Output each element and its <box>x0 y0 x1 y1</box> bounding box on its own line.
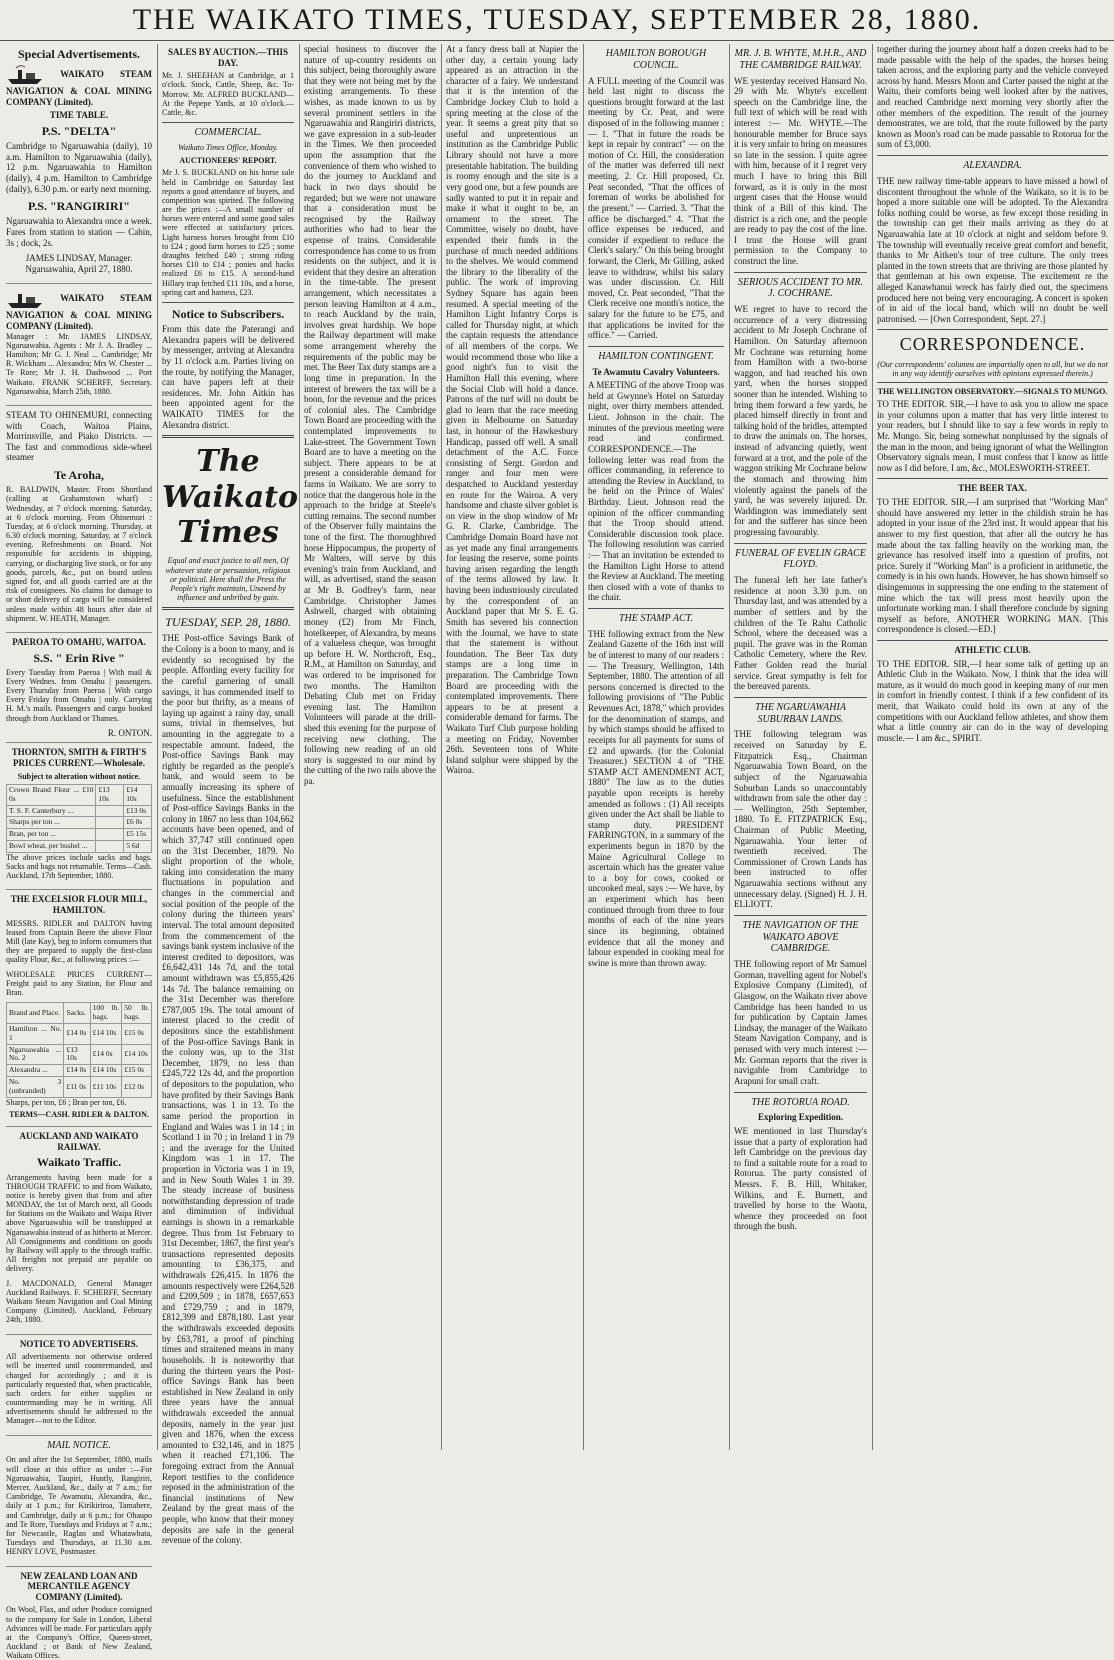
excelsior-heading: THE EXCELSIOR FLOUR MILL, HAMILTON. <box>6 894 152 915</box>
table-cell: Alexandra ... <box>7 1065 64 1077</box>
paeroa-advert <box>6 637 152 744</box>
table-cell <box>96 805 124 817</box>
railway-advert <box>6 1131 152 1334</box>
accident-text: WE regret to have to record the occurrence of a very distressing accident to Mr Joseph Cochrane of Hamilton. On Saturday afternoon Mr Cochrane was returning home from Hamilton with a two-horse waggon, and had reached his own yard, when the horses stopped sooner than he intended. Wishing to bring them forward a few yards, he placed himself directly in front and talking hold of the bridles, attempted to draw the animals on. The horses, instead of advancing quietly, went forward at a trot, and the pole of the waggon striking Mr Cochrane below the stomach and throwing him violently against the panels of the yard, he was severely injured. Dr. Waddington was immediately sent for and the sufferer has since been progressing favourably. <box>734 304 867 537</box>
table-cell: £13 10s <box>96 784 124 805</box>
alexandra-heading: ALEXANDRA. <box>877 160 1108 172</box>
steamer-icon <box>6 64 44 86</box>
brand-price-table <box>6 1002 152 1098</box>
nameplate: The Waikato Times <box>162 444 294 550</box>
dateline: TUESDAY, SEP. 28, 1880. <box>162 615 294 629</box>
table-cell: Sharps per ton ... <box>7 817 96 829</box>
funeral-text: The funeral left her late father's residence at noon 3.30 p.m. on Thursday last, and was attended by a number of settlers and by the children of the Te Rahu Catholic School, where the deceased was a pupil. The grave was in the Roman Catholic Cemetery, where the Rev. Father Golden read the burial service. Great sympathy is felt for the bereaved parents. <box>734 575 867 692</box>
column-4 <box>446 44 578 1450</box>
table-cell: £15 0s <box>122 1023 152 1044</box>
wholesale-text: WHOLESALE PRICES CURRENT— Freight paid to any Station, for Flour and Bran. <box>6 970 152 998</box>
table-cell: £14 0s <box>64 1023 90 1044</box>
rangiriri-schedule: Ngaruawahia to Alexandra once a week. Fares from station to station — Cabin, 3s ; dock, 2s. <box>6 216 152 248</box>
column-rule <box>157 44 158 1450</box>
table-cell <box>96 817 124 829</box>
observatory-heading: THE WELLINGTON OBSERVATORY.—SIGNALS TO MUNGO. <box>877 387 1108 396</box>
column-rule <box>583 44 584 1450</box>
borough-council-heading: HAMILTON BOROUGH COUNCIL. <box>588 48 724 72</box>
table-row <box>7 817 152 829</box>
table-cell: £13 10s <box>64 1044 90 1065</box>
nz-loan-heading: NEW ZEALAND LOAN AND MERCANTILE AGENCY COMPANY (Limited). <box>6 1571 152 1603</box>
table-cell: Sacks. <box>64 1003 90 1024</box>
erin-schedule: Every Tuesday from Paeroa | With mail & Every Wednes. from Omahu | passengers. Every Thursday from Paeroa | With cargo Every Friday from Omahu | only. Carrying H. M.'s mails. Passengers and cargo booked through from Auckland or Thames. <box>6 668 152 723</box>
mail-notice-heading: MAIL NOTICE. <box>6 1440 152 1452</box>
table-cell: 5 6d <box>124 841 152 853</box>
table-cell: Ngaruawahia ... No. 2 <box>7 1044 64 1065</box>
thornton-note: The above prices include sacks and bags. Sacks and bags not returnable. Terms—Cash. Auckland, 17th September, 1880. <box>6 853 152 881</box>
table-row <box>7 1003 152 1024</box>
table-row <box>7 1044 152 1065</box>
onton-signature: R. ONTON. <box>6 728 152 739</box>
te-aroha-heading: Te Aroha, <box>6 468 152 482</box>
exploring-text: WE mentioned in last Thursday's issue that a party of exploration had left Cambridge on the previous day to find a suitable route for a road to Rotorua. The party consisted of Messrs. F. B. Hill, Whitaker, Wilkins, and E. Burnett, and travelled by horse to the Waotu, whence they proceeded on foot through the bush. <box>734 1126 867 1232</box>
table-cell: 100 lb. bags. <box>90 1003 121 1024</box>
waikato-traffic-heading: Waikato Traffic. <box>6 1155 152 1169</box>
correspondence-note: (Our correspondents' columns are impartially open to all, but we do not in any way identify ourselves with opinions expressed therein.) <box>877 360 1108 378</box>
table-cell: £15 0s <box>122 1065 152 1077</box>
table-row <box>7 841 152 853</box>
ngaruawahia-lands-text: THE following telegram was received on Saturday by E. Fitzpatrick Esq., Chairman Ngaruawahia Town Board, on the subject of the Ngaruawahia Suburban Lands so unaccountably withdrawn from sale the other day :— Wellington, 25th September, 1880. To E. FITZPATRICK Esq., Chairman of Public Meeting, Ngaruawahia. Your letter of twentieth received. The Commissioner of Crown Lands has been instructed to offer Ngaruawahia sections without any unnecessary delay. (Signed) H. J. H. ELLIOTT. <box>734 729 867 909</box>
navigation-heading: THE NAVIGATION OF THE WAIKATO ABOVE CAMBRIDGE. <box>734 920 867 955</box>
column-1 <box>6 44 152 1450</box>
table-cell: Crown Brand Flour ... £10 0s <box>7 784 96 805</box>
table-cell: £11 0s <box>64 1077 90 1098</box>
whyte-heading: MR. J. B. WHYTE, M.H.R., AND THE CAMBRIDGE RAILWAY. <box>734 48 867 72</box>
wsn-title-2: WAIKATO STEAM NAVIGATION & COAL MINING COMPANY (Limited). <box>6 293 152 331</box>
exploring-heading: Exploring Expedition. <box>734 1112 867 1123</box>
auction-report: Mr J. S. BUCKLAND on his horse sale held in Cambridge on Saturday last reports a good attendance of buyers, and competition was spirited. The following are the prices :—A small number of horses were entered and some good sales were effected at satisfactory prices. Light harness horses brought from £10 to £24 ; good farm horses to £25 ; some draughts fetched £40 ; strong riding horses £10 to £14 ; ponies and hacks realized £6 to £15. A second-hand Hillary trap fetched £11 10s, and a horse, spring cart and harness, £23. <box>162 168 294 297</box>
navigation-text: THE following report of Mr Samuel Gorman, travelling agent for Nobel's Explosive Company (Limited), of Glasgow, on the Waikato river above Cambridge has been handed to us for publication by Captain James Lindsay, the manager of the Waikato Steam Navigation Company, and is perused with very much interest :— Mr. Gorman reports that the river is navigable from Cambridge to Arapuni for small craft. <box>734 959 867 1086</box>
table-cell: £14 10s <box>122 1044 152 1065</box>
table-cell: Hamilton ... No. 1 <box>7 1023 64 1044</box>
table-cell: £14 0s <box>90 1044 121 1065</box>
beer-tax-heading: THE BEER TAX. <box>877 483 1108 494</box>
accident-heading: SERIOUS ACCIDENT TO MR. J. COCHRANE. <box>734 277 867 301</box>
lindsay-signature: JAMES LINDSAY, Manager. Ngaruawahia, April 27, 1880. <box>6 253 152 274</box>
column-7 <box>877 44 1108 1450</box>
macdonald-signature: J. MACDONALD, General Manager Auckland Railways. F. SCHERFF, Secretary Waikato Steam Navigation and Coal Mining Company (Limited). Auckland, February 24th, 1880. <box>6 1279 152 1325</box>
table-row <box>7 1065 152 1077</box>
flour-price-table <box>6 784 152 853</box>
thornton-heading: THORNTON, SMITH & FIRTH'S PRICES CURRENT.—Wholesale. <box>6 747 152 768</box>
commercial-heading: COMMERCIAL. <box>162 127 294 139</box>
traffic-text: Arrangements having been made for a THROUGH TRAFFIC to and from Waikato, notice is hereby given that from and after MONDAY, the 1st of March next, all Goods for Stations on the Waikato and Waipa River above Ngaruawahia will be transhipped at Ngaruawahia instead of as hitherto at Mercer. All Consignments and conditions on goods by Railway will apply to the through traffic. All freights not prepaid are payable on delivery. <box>6 1173 152 1274</box>
steam-ohinemuri: STEAM TO OHINEMURI, connecting with Coach, Waitoa Plains, Morrinsville, and Piako Districts. — The fast and commodious side-wheel steamer <box>6 410 152 463</box>
notice-advertisers-text: All advertisements not otherwise ordered will be inserted until countermanded, and charged for accordingly ; and it is particularly requested that, when practicable, such orders for either supplies or countermanding may be in writing. All advertisements should be addressed to the Manager—not to the Editor. <box>6 1352 152 1426</box>
stamp-act-text: THE following extract from the New Zealand Gazette of the 16th inst will be of interest to many of our readers :— The Treasury, Wellington, 14th September, 1880. The attention of all persons concerned is directed to the following provisions of "The Public Revenues Act, 1878," which provides for the denomination of stamps, and by which stamps should be affixed to receipts for all payments for sums of £2 and upwards. (for the Colonial Treasurer.) SECTION 4 of "THE STAMP ACT AMENDMENT ACT, 1880" The law as to the duties payable upon receipts is hereby amended as follows : (1) All receipts given under the Act shall be liable to stamp duty. PRESIDENT FARRINGTON, in a summary of the experiments begun in 1870 by the Maine Agricultural College to ascertain which has the greater value to a boy for cows, cooked or uncooked meal, says :— We have, by an experiment which has been continued through from three to four months of each of the nine years since its beginning, obtained evidence that all the money and labour expended in cooking meal for swine is more than thrown away. <box>588 629 724 969</box>
paeroa-heading: PAEROA TO OMAHU, WAITOA. <box>6 637 152 648</box>
table-cell: £14 0s <box>64 1065 90 1077</box>
table-row <box>7 1077 152 1098</box>
notice-advertisers <box>6 1339 152 1436</box>
table-row <box>7 1023 152 1044</box>
terms-text: TERMS—CASH. RIDLER & DALTON. <box>6 1110 152 1119</box>
table-cell: £14 10s <box>90 1023 121 1044</box>
table-cell <box>96 829 124 841</box>
table-cell: £13 0s <box>124 805 152 817</box>
alexandra-text: THE new railway time-table appears to have missed a howl of discontent throughout the whole of the Waikato, so it is to be hoped a more suitable one will be adopted. To the Alexandra folks nothing could be worse, as few except those residing in the township can get their mails arriving as they do at Ngaruawahia late at 10 o'clock at night and seldom before 9. The township will eventually receive great comfort and benefit, thanks to Mr Aitken's tour of tree culture. The only trees planted in the town streets that are thriving are those planted by that gentleman at his own expense. The excitement re the alleged Kanawhanui wreck has fairly died out, the specimens produced here not being very encouraging. A concert is spoken of in aid of the local band, which will no doubt be well patronised. — [Own Correspondent, Sept. 27.] <box>877 176 1108 325</box>
beer-tax-letter: TO THE EDITOR. SIR,—I am surprised that "Working Man" should have answered my letter in the childish strain he has adopted in your issue of the 23rd inst. It would appear that his answer to my first question, that after all the outcry he has made about the tax falling heavily on the working man, the grievance has resolved itself into a question of profits, not price. Surely if "Working Man" is a proficient in arithmetic, the comedy is in his own hands. However, he has shown himself so disingenuous in suppressing the one ending to the statement of mine which the tax will press most heavily upon the unfortunate working man. I shall therefore conclude by signing myself as before, ANOTHER WORKING MAN. [This correspondence is closed.—ED.] <box>877 497 1108 635</box>
athletic-club-letter: TO THE EDITOR. SIR,—I hear some talk of getting up an Athletic Club in the Waikato. Now, I think that the idea will mature, as it would do much good in keeping many of our men in comfort in friendly contest. I think if a few confident of its merit, that Waikato could hold its own at any of the competitions with our Auckland fellow athletes, and show them what a little country air can do in the way of developing muscle.— I am &c., SPIRIT. <box>877 659 1108 744</box>
notice-advertisers-heading: NOTICE TO ADVERTISERS. <box>6 1339 152 1350</box>
delta-schedule: Cambridge to Ngaruawahia (daily), 10 a.m. Hamilton to Ngaruawahia (daily), 12 p.m. Ngaruawahia to Hamilton (daily), 4 p.m. Hamilton to Cambridge (daily), 6.30 p.m. or early next morning. <box>6 141 152 194</box>
thornton-advert <box>6 747 152 890</box>
sharps-text: Sharps, per ton, £6 ; Bran per ton, £6. <box>6 1098 152 1107</box>
column-rule <box>872 44 873 1450</box>
time-table-heading: TIME TABLE. <box>6 110 152 121</box>
table-cell: Bowl wheat, per bushel ... <box>7 841 96 853</box>
excelsior-advert <box>6 894 152 1127</box>
column-rule <box>299 44 300 1450</box>
nz-loan-text: On Wool, Flax, and other Produce consigned to the company for Sale in London, Liberal Advances will be made. For particulars apply at the Company's Office, Queen-street, Auckland ; or Bank of New Zealand, Waikato Offices. <box>6 1605 152 1660</box>
subscribers-heading: Notice to Subscribers. <box>162 307 294 321</box>
contingent-heading: HAMILTON CONTINGENT. <box>588 351 724 363</box>
table-cell <box>96 841 124 853</box>
table-cell: £14 10s <box>90 1065 121 1077</box>
agents-list: Manager : Mr. JAMES LINDSAY, Ngaruawahia. Agents : Mr J. A. Bradley ... Hamilton; Mr G. J. Neal ... Cambridge; Mr R. Wickham ... Alexandra; Mrs W. Chester ... Te Rore; Mr J. H. Dashwood ... Port Waikato. FRANK SCHERFF, Secretary. Ngaruawahia, March 25th, 1880. <box>6 332 152 396</box>
news-paragraphs: special business to discover the nature of up-country residents on this subject, being thoroughly aware that they were not being met by the existing arrangements. To these wishes, as made known to us by several prominent settlers in the Ngaruawahia and Rangiriri districts, we gave expression in a sub-leader in the Times. We then proceeded upon the assumption that the convenience of them who wished to do the journey to Auckland and back in two days should be regarded; but we were not unaware that a consideration must be recognised by the Railway authorities who had to bear the expense of trains. Considerable correspondence has come to us from residents on the subject, and it is evident that they desire an alteration in the time-table. The present arrangement, which necessitates a person leaving Hamilton at 4 a.m., to reach Auckland by the train, involves great hardship. We hope the Railway department will make some arrangement whereby the requirements of the public may be met. The Beer Tax duty stamps are a long time in preparation. In the interest of brewers the tax will be a boon, for the revenue and the prices of colonial ales. The Cambridge Town Board are proceeding with the contemplated improvements to Lake-street. The Government Town Board are to have a meeting on the subject. There appears to be at present a considerable demand for farms in Waikato. We are sorry to notice that the dangerous hole in the approach to the bridge at Steele's cutting remains. The second number of the Observer fully maintains the tone of the first. The thoroughbred horse Hippocampus, the property of Mr Walters, will serve by this evening's train from Auckland, and will, as advertised, stand the season at Mr B. Godfrey's farm, near Cambridge. Christopher James Ashwell, charged with obtaining money (£2) from Mr Finch, hotelkeeper, of Alexandra, by means of a valueless cheque, was brought up before H. W. Northcroft, Esq., R.M., at Hamilton on Saturday, and was ordered to be imprisoned for two months. The Hamilton Debating Club met on Friday evening last. The Hamilton Volunteers will parade at the drill-shed this evening for the purpose of receiving new clothing. The following new reading of an old story is suggested to our mind by the cutting of the two rails above the pa. <box>304 44 436 787</box>
correspondence-heading: CORRESPONDENCE. <box>877 334 1108 355</box>
table-row <box>7 784 152 805</box>
observatory-letter: TO THE EDITOR. SIR,—I have to ask you to allow me space in your columns upon a matter that has very little interest to your readers, but I should like to say a few words in reply to Mr. Mungo. Sir, being somewhat nonplussed by the signals of the man in the moon, and being ignorant of what the Wellington Observatory signals mean, I must confess that I know as little now as I did before. I am, &c., MOLESWORTH-STREET. <box>877 399 1108 473</box>
sales-text: Mr. J. SHEEHAN at Cambridge, at 1 o'clock. Stock, Cattle, Sheep, &c. To-Morrow. Mr. ALFRED BUCKLAND—At the Pepepe Yards, at 10 o'clock.—Cattle, &c. <box>162 71 294 117</box>
awamutu-report: A MEETING of the above Troop was held at Gwynne's Hotel on Saturday night, over thirty members attended. Lieut. Johnson in the chair. The minutes of the previous meeting were read and confirmed. CORRESPONDENCE.—The following letter was read from the officer commanding, in reference to attending the Review in Auckland, to be held on the Prince of Wales' Birthday. Lieut. Johnson read the opinion of the officer commanding that the Troop should attend. Considerable discussion took place. The following resolution was carried :— That an invitation be extended to the Hamilton Light Horse to attend the Review at Auckland. The meeting then closed with a vote of thanks to the chair. <box>588 380 724 603</box>
table-cell: T. S. F. Canterbury ... <box>7 805 96 817</box>
table-cell: No. 3 (unbranded) <box>7 1077 64 1098</box>
te-aroha-schedule: R. BALDWIN, Master. From Shortland (calling at Grahamstown wharf) : Wednesday, at 7 o'clock morning. Saturday, at 6 o'clock morning. From Ohinemuri : Tuesday, at 6 o'clock morning. Thursday, at 6.30 o'clock morning. Saturday, at 7 o'clock evening. Refreshments on Board. Not responsible for accidents in shipping, carrying, or discharging live stock, or for any goods, parcels, &c., put on board unless signed for, and all goods carried are at the risk of consignees. No claims for damage to or short delivery of cargo will be considered unless made within 48 hours after date of shipment. W. HEATH, Manager. <box>6 485 152 623</box>
expedition-continued: together during the journey about half a dozen creeks had to be made passable with the help of the spades, the horses being taken across, and the exploring party and the vehicle conveyed across by hand. Messrs Moon and Carter passed the night at the Waitu, their comforts being well looked after by the natives, and reached Cambridge next morning very shortly after the other members of the expedition. The result of the journey demonstrates, we are told, that the route followed by the party known as Moon's road can be made passable to Rotorua for the sum of £3,000. <box>877 44 1108 150</box>
special-advertisements-heading: Special Advertisements. <box>6 47 152 61</box>
mail-notice-text: On and after the 1st September, 1880, mails will close at this office as under :—For Ngaruawahia, Taupiri, Huntly, Rangiriri, Mercer, Auckland, &c., daily at 7 a.m.; for Cambridge, Te Awamutu, Alexandra, &c., daily at 1 p.m.; for Kirikiriroa, Tamahere, and Cambridge, daily at 6 p.m.; for Ohaupo and Te Rore, Tuesdays and Fridays at 7 a.m.; for Newcastle, Raglan and Whatawhata, Tuesdays and Thursdays, at 11.30 a.m. HENRY LOVE, Postmaster. <box>6 1455 152 1556</box>
rotorua-road-heading: THE ROTORUA ROAD. <box>734 1097 867 1109</box>
rangiriri-heading: P.S. "RANGIRIRI" <box>6 199 152 213</box>
table-cell: £14 10s <box>124 784 152 805</box>
column-3 <box>304 44 436 1450</box>
funeral-heading: FUNERAL OF EVELIN GRACE FLOYD. <box>734 548 867 572</box>
erin-heading: S.S. " Erin Rive " <box>6 651 152 665</box>
table-cell: Brand and Place. <box>7 1003 64 1024</box>
table-cell: £5 15s <box>124 829 152 841</box>
table-cell: £12 0s <box>122 1077 152 1098</box>
column-rule <box>729 44 730 1450</box>
stamp-act-heading: THE STAMP ACT. <box>588 613 724 625</box>
borough-council-report: A FULL meeting of the Council was held last night to discuss the questions brought forward at the last meeting by Cr. Peat, and were disposed of in the following manner :— 1. "That in future the roads be kept in repair by contract" — on the motion of Cr. Hill, the consideration of the matter was deferred till next meeting. 2. Cr. Hill proposed, Cr. Peat seconded, "That the offices of foreman of works be abolished for the present." — Carried. 3. "That the office be discharged." 4. "That the office expenses be reduced, and consider if expedient to reduce the Clerk's salary." On this being brought forward, the Clerk, Mr Gilling, asked leave to withdraw, whilst his salary was under discussion. Cr. Hill moved, Cr. Peat seconded, "That the Clerk receive one month's notice, the salary for the future to be £75, and that applications be invited for the office." — Carried. <box>588 76 724 341</box>
ohinemuri-advert <box>6 410 152 633</box>
steamer-icon <box>6 288 44 310</box>
table-row <box>7 829 152 841</box>
nz-loan-advert <box>6 1571 152 1660</box>
table-cell: 50 lb. bags. <box>122 1003 152 1024</box>
masthead <box>0 0 1114 41</box>
sales-heading: SALES BY AUCTION.—THIS DAY. <box>162 47 294 68</box>
whyte-text: WE yesterday received Hansard No. 29 with Mr. Whyte's excellent speech on the Cambridge line, the full text of which will be read with interest :— Mr. WHYTE.—The honourable member for Bruce says it is very unfair to bring on measures so late in the session. I quite agree with him, because of it I regret very much I have to bring this Bill forward, as it is only in the most urgent cases that the House would think of a Bill of this kind. The district is a rich one, and the people are ready to pay the cost of the line. I trust the House will grant permission to the Company to construct the line. <box>734 76 867 267</box>
table-cell: Bran, per ton ... <box>7 829 96 841</box>
mail-notice <box>6 1440 152 1567</box>
delta-heading: P.S. "DELTA" <box>6 124 152 138</box>
news-paragraphs: At a fancy dress ball at Napier the other day, a certain young lady appeared as an attraction in the character of a fairy. We understand that it is the intention of the Cambridge Jockey Club to hold a spring meeting at the close of the year. It seems a great pity that so useful and unpretentious an institution as the Cambridge Public Library should not have a more presentable habitation. The building is roomy enough and the site is a very good one, but a few pounds are sadly wanted to put it in repair and make it what it ought to be, an ornament to the street. The Committee, wisely no doubt, have expended their funds in the purchase of much needed additions to the shelves. We would commend the library to the liberality of the public. The work of improving Sydney Square has again been resumed. A special meeting of the Hamilton Light Infantry Corps is called for Thursday night, at which the captain requests the attendance of all members of the corps. We would recommend those who like a good night's fun to visit the Hamilton Hall this evening, where the Social Club will hold a dance. Patrons of the turf will no doubt be glad to learn that the race meeting given in Melbourne on Saturday last, in honour of the Hawkesbury Handicap, passed off well. A small detachment of the A.C. Force consisting of Sergt. Gordon and ranger and four men were despatched to Auckland yesterday en route for the Wairoa. A very handsome and chaste silver goblet is on view in the shop window of Mr G. R. Clarke, Cambridge. The Cambridge Domain Board have not as yet made any final arrangements for leasing the reserve, some points having arisen regarding the length of the terms allowed by law. It having been industriously circulated by the correspondent of an Auckland paper that Mr S. E. G. Smith has severed his connection with the Journal, we have to state that the statement is without foundation. The Beer Tax duty stamps are a long time in preparation. The Cambridge Town Board are proceeding with the contemplated improvements. There appears to be at present a considerable demand for farms. The Waikato Turf Club purpose holding a meeting on Friday, November 26th. Seventeen tons of White Island sulphur were shipped by the Wairoa. <box>446 44 578 776</box>
table-cell: £11 10s <box>90 1077 121 1098</box>
column-6 <box>734 44 867 1450</box>
awamutu-heading: Te Awamutu Cavalry Volunteers. <box>588 367 724 378</box>
wsn-title: WAIKATO STEAM NAVIGATION & COAL MINING COMPANY (Limited). <box>6 69 152 107</box>
wsn-advert <box>6 64 152 284</box>
table-cell: £6 0s <box>124 817 152 829</box>
railway-heading: AUCKLAND AND WAIKATO RAILWAY. <box>6 1131 152 1152</box>
leader-article: THE Post-office Savings Bank of the Colony is a boon to many, and is evidently so recognised by the people. Affording every facility for the careful garnering of small savings, it has commended itself to the poor but thrifty, as a means of laying up against a rainy day, small sums, trivial in themselves, but amounting in the aggregate to a respectable amount. Indeed, the Post-office Savings Bank may rightly be regarded as the people's bank, and would seem to be annually increasing its sphere of usefulness. Since the establishment of Post-office Savings Banks in the colony in 1867 no less than 104,662 accounts have been opened, and of which 37,747 still continued open on the 31st December, 1879. No slight proportion of the whole, taking into consideration the many fluctuations in population and changes in the commercial and social position of the people of the colony during the thirteen years' interval. The total amount deposited from the commencement of the savings bank system inclusive of the interest credited to depositors, was £6,642,431 14s 7d, and the total amount withdrawn was £5,855,426 14s 7d. The balance remaining on the 31st December was therefore £787,005 19s. The total amount of interest placed to the credit of depositors since the establishment of the Post-office Savings Bank in the colony was, up to the 31st December, 1879, no less than £245,722 12s 4d, and the proportion of depositors to the population, who have profited by their Savings Bank transactions, was 1 in 13. To the same period the proportion in England and Wales was 1 in 14 ; in Scotland 1 in 70 ; in Ireland 1 in 79 ; and the average for the United Kingdom was 1 in 17. The proportion in Victoria was 1 in 19, and in New South Wales 1 in 39. The steady increase of business notwithstanding depression of trade and diminution of individual earnings is shown in a remarkable degree. Thus from 1st February to 31st December, 1867, the first year's transactions represented deposits amounting to £36,375, and withdrawals £26,415. In 1876 the amounts respectively were £264,528 and £209,509 ; in 1878, £657,653 and £729,759 ; and in 1879, £812,399 and £878,180. Last year the withdrawals exceeded deposits by £63,781, a proof of pinching times and straitened means in many households. It is noteworthy that during the thirteen years the Post-office Savings Bank has been established in New Zealand in only three years have the annual withdrawals exceeded the annual deposits, namely in the year just given and 1876, when the excess amounted to £32,146, and in 1875 when it reached £71,106. The foregoing extract from the Annual Report testifies to the confidence reposed in the administration of the financial institutions of New Zealand by the great mass of the people, who know that their money deposits are safe in the general revenue of the colony. <box>162 633 294 1545</box>
column-5 <box>588 44 724 1450</box>
ngaruawahia-lands-heading: THE NGARUAWAHIA SUBURBAN LANDS. <box>734 702 867 726</box>
column-2 <box>162 44 294 1450</box>
auctioneers-heading: AUCTIONEERS' REPORT. <box>162 156 294 165</box>
column-rule <box>441 44 442 1450</box>
excelsior-text: MESSRS. RIDLER and DALTON having leased from Captain Beere the above Flour Mill (late Kay), beg to inform consumers that they are prepared to supply the first-class quality Flour, &c., at following prices :— <box>6 919 152 965</box>
office-line: Waikato Times Office, Monday. <box>162 143 294 152</box>
motto: Equal and exact justice to all men, Of whatever state or persuasion, religious or political. Here shall the Press the People's right maintain, Unawed by influence and unbribed by gain. <box>162 556 294 602</box>
subscribers-text: From this date the Paterangi and Alexandra papers will be delivered by messenger, arriving at Alexandra by 11 o'clock a.m. Parties living on the route, by notifying the Manager, can have papers left at their residences. Mr. John Aitkin has been appointed agent for the WAIKATO TIMES for the Alexandra district. <box>162 324 294 430</box>
masthead-title: THE WAIKATO TIMES, TUESDAY, SEPTEMBER 28, 1880. <box>133 3 982 37</box>
athletic-club-heading: ATHLETIC CLUB. <box>877 645 1108 656</box>
wsn-agents-advert <box>6 288 152 406</box>
table-row <box>7 805 152 817</box>
thornton-subheading: Subject to alteration without notice. <box>6 772 152 781</box>
